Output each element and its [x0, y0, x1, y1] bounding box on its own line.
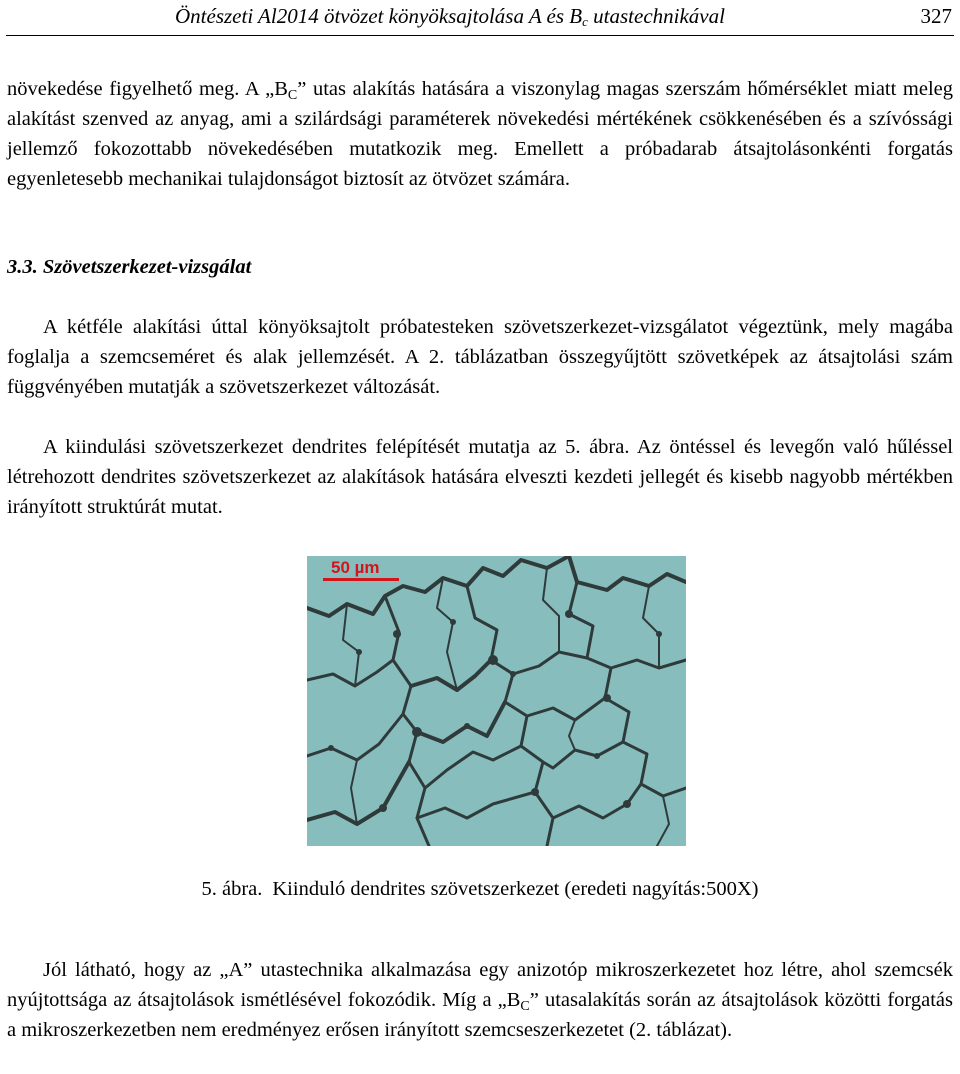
- page-number: 327: [920, 4, 952, 28]
- paragraph-intro: növekedése figyelhető meg. A $„B_C$” utas alakítás hatására a viszonylag magas szerszám hőmérséklet miatt meleg alakítást szenved az anyag, ami a szilárdsági paraméterek növekedési mértékének csökkenésében és a szívóssági jellemző fokozottabb növekedésében mutatkozik meg. Emellett a próbadarab átsajtolásonkénti forgatás egyenletesebb mechanikai tulajdonságot biztosít az ötvözet számára.: [7, 78, 954, 190]
- header-rule: [6, 35, 954, 36]
- paragraph-initial-structure: A kiindulási szövetszerkezet dendrites felépítését mutatja az 5. ábra. Az öntéssel és levegőn való hűléssel létrehozott dendrites szövetszerkezet az alakítások hatására elveszti kezdeti jellegét és kisebb nagyobb mértékben irányított struktúrát mutat.: [7, 436, 953, 518]
- paragraph-conclusion: Jól látható, hogy az „A” utastechnika alkalmazása egy anizotóp mikroszerkezetet hoz létre, ahol szemcsék nyújtottsága az átsajtolások ismétlésével fokozódik. Míg a $„B_C$” utasalakítás során az átsajtolások közötti forgatás a mikroszerkezetben nem eredményez erősen irányított szemcseszerkezetet (2. táblázat).: [7, 959, 953, 1041]
- figure-caption-text: Kiinduló dendrites szövetszerkezet (eredeti nagyítás:500X): [272, 878, 759, 900]
- micrograph-image: [307, 556, 686, 846]
- paragraph-method: A kétféle alakítási úttal könyöksajtolt próbatesteken szövetszerkezet-vizsgálatot végeztünk, mely magába foglalja a szemcseméret és alak jellemzését. A 2. táblázatban összegyűjtött szövetképek az átsajtolási szám függvényében mutatják a szövetszerkezet változását.: [7, 316, 953, 398]
- section-title: 3.3. Szövetszerkezet-vizsgálat: [7, 256, 252, 278]
- scale-bar: [323, 578, 399, 581]
- scale-bar-label: 50 µm: [331, 558, 380, 577]
- figure-number: 5. ábra.: [201, 878, 263, 900]
- figure-caption: [0, 878, 960, 901]
- running-header: [0, 0, 960, 36]
- micrograph-grain-boundaries: [307, 556, 686, 846]
- header-title: Öntészeti Al2014 ötvözet könyöksajtolása A és $B_c$ utastechnikával: [175, 4, 725, 29]
